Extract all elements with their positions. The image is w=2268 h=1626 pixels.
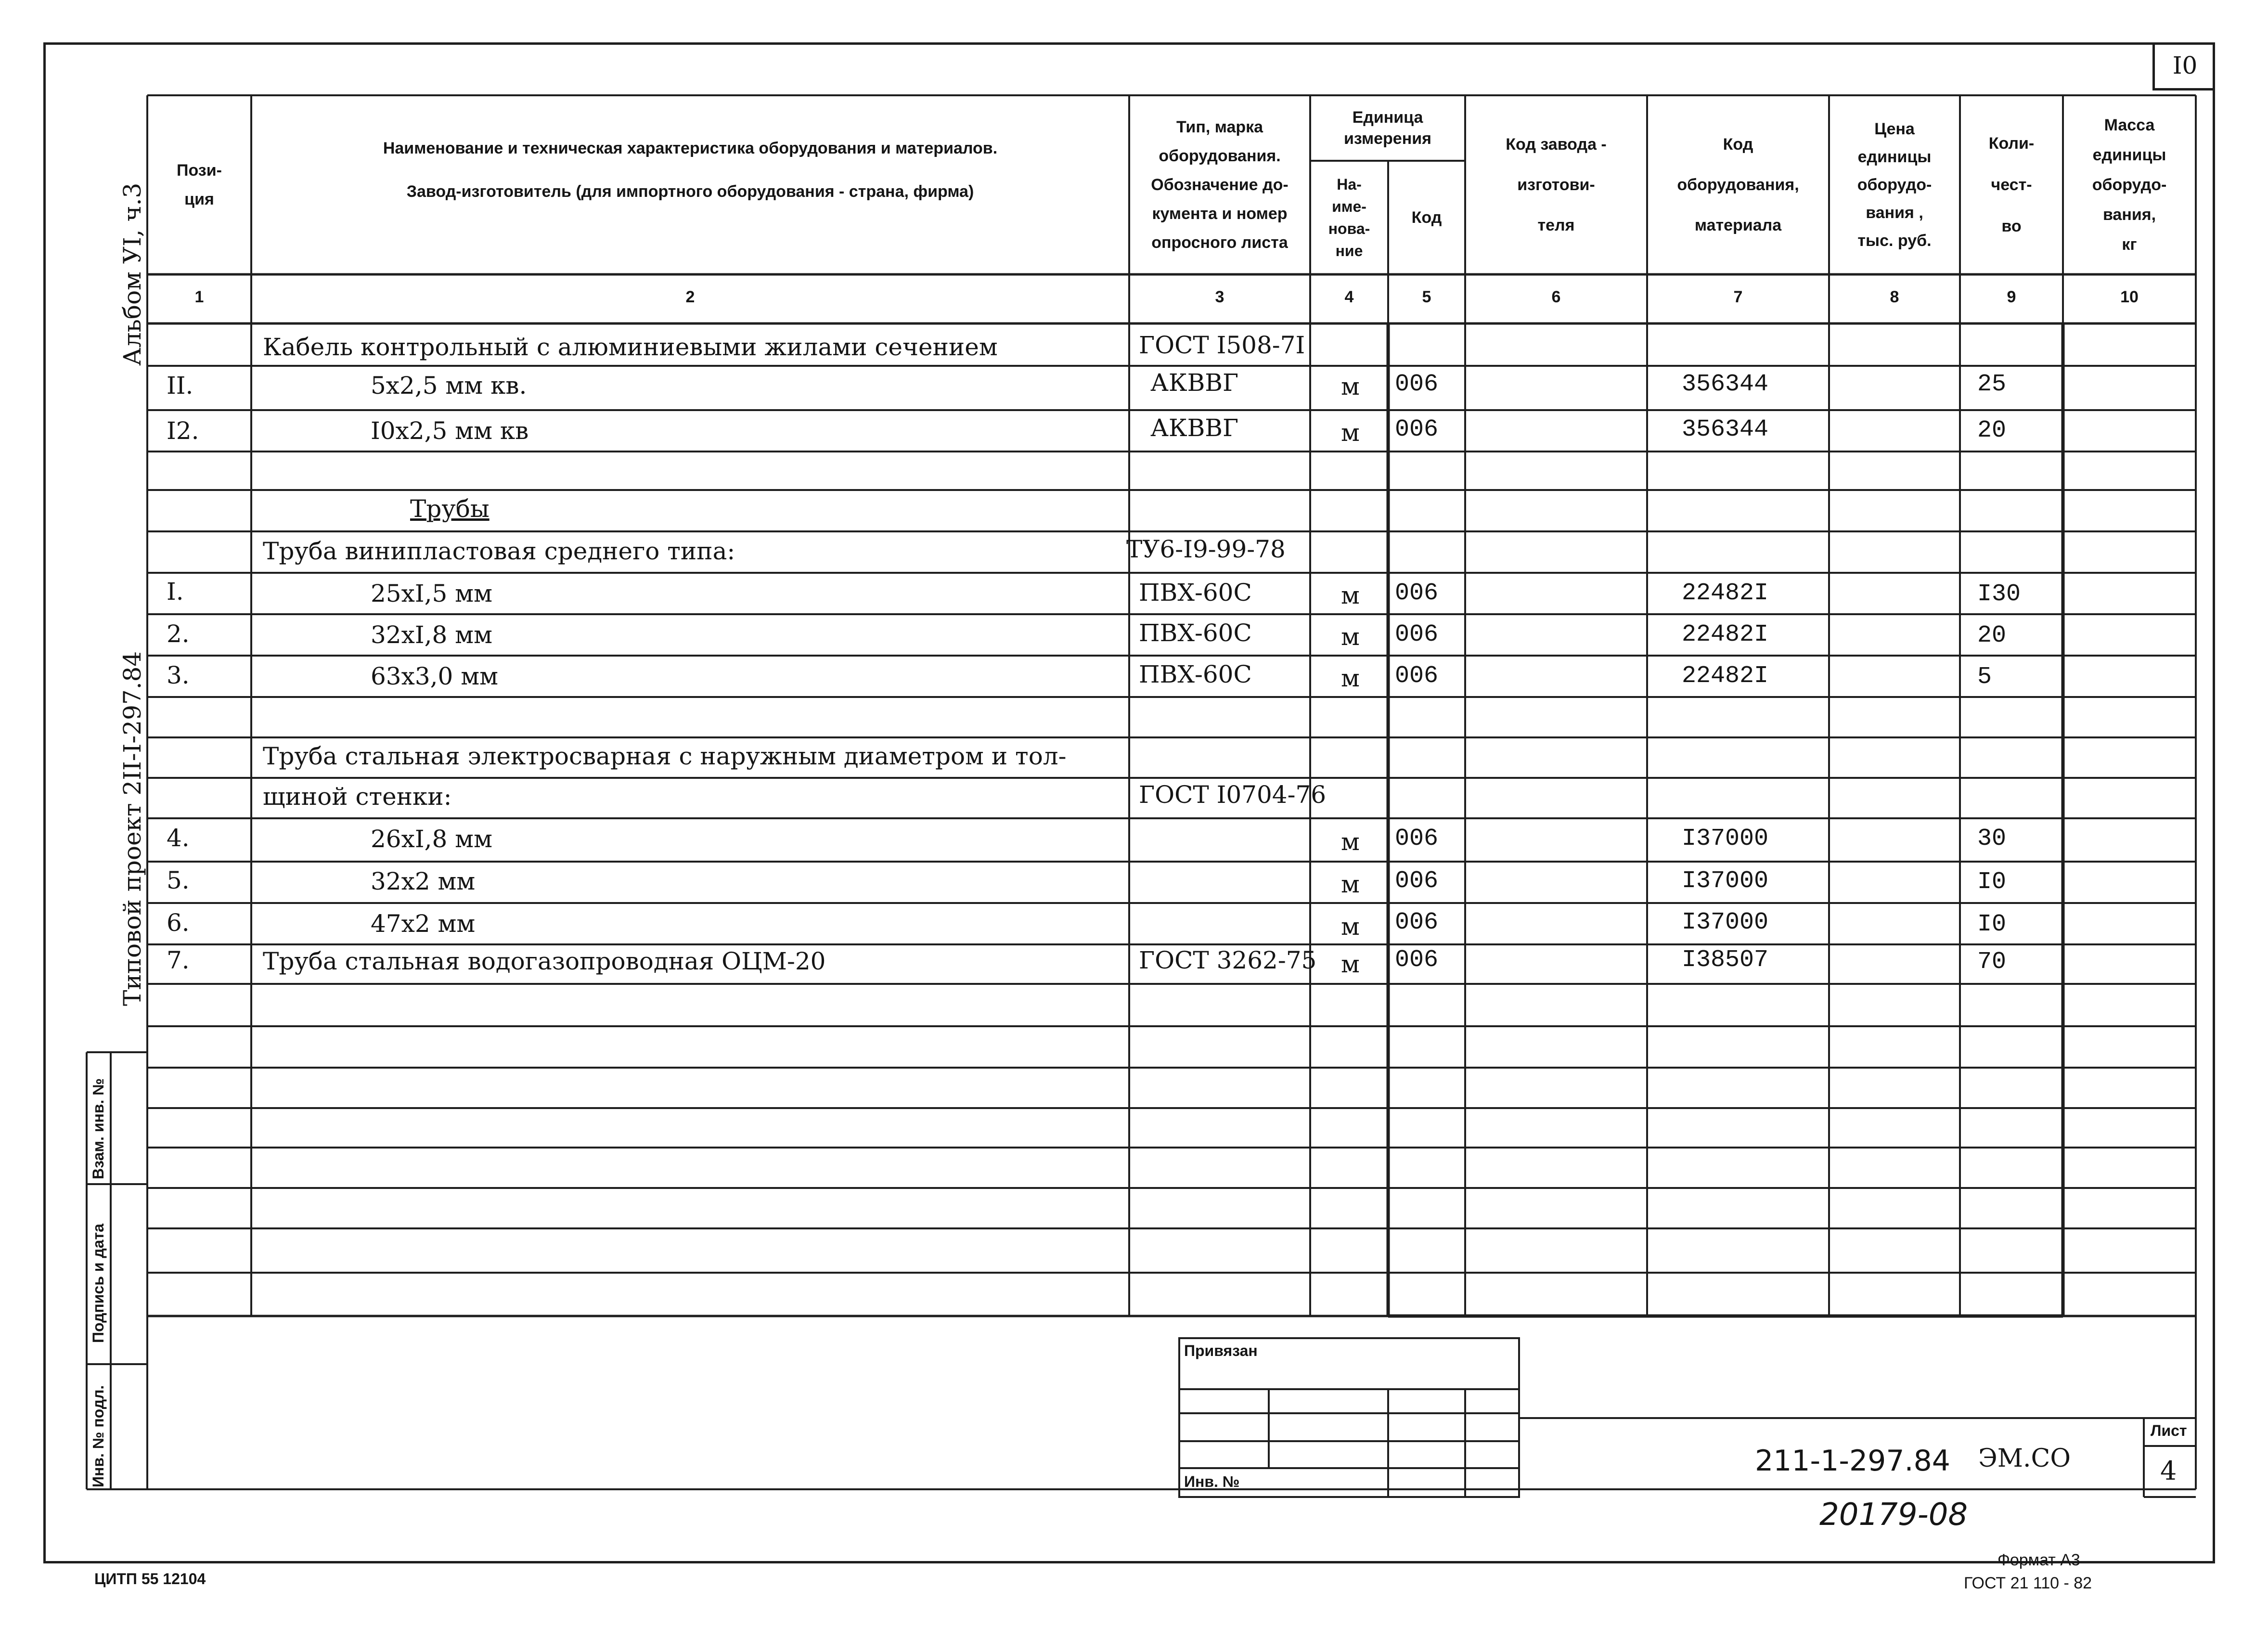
header-unit-group [1310, 95, 1465, 161]
footer-format: Формат А3 [1997, 1551, 2080, 1569]
row-unit: м [1341, 623, 1360, 651]
handwritten-number: 20179-08 [1819, 1497, 1968, 1533]
header-price-line: вания , [1866, 204, 1923, 222]
section-title: Трубы [410, 495, 490, 523]
doc-code: 211-1-297.84 [1755, 1444, 1950, 1478]
column-number: 9 [2007, 288, 2016, 306]
row-unit: м [1341, 419, 1360, 447]
header-position-line: ция [184, 190, 214, 208]
row-equipment-code: I38507 [1682, 946, 1769, 974]
header-type [1129, 95, 1310, 274]
header-unit-name-line: име- [1332, 198, 1366, 215]
header-name-line: Завод-изготовитель (для импортного оборудования - страна, фирма) [406, 182, 974, 201]
header-price-line: тыс. руб. [1857, 232, 1932, 250]
row-name: Кабель контрольный с алюминиевыми жилами сечением [263, 333, 998, 361]
stamp-signature-date: Подпись и дата [90, 1224, 107, 1343]
row-type: АКВВГ [1150, 414, 1239, 442]
row-equipment-code: 22482I [1682, 621, 1769, 648]
row-unit-code: 006 [1395, 580, 1439, 607]
row-type: ТУ6-I9-99-78 [1126, 535, 1286, 563]
row-quantity: 30 [1977, 825, 2007, 852]
header-equip-line: Код [1723, 135, 1753, 154]
header-unit-code-text: Код [1411, 208, 1442, 227]
row-position: 6. [167, 909, 190, 937]
row-type: ПВХ-60С [1139, 619, 1252, 647]
header-mass-line: Масса [2104, 116, 2155, 134]
header-type-line: Обозначение до- [1151, 176, 1289, 194]
stamp-inv-podl: Инв. № подл. [90, 1385, 107, 1487]
row-quantity: 20 [1977, 622, 2007, 649]
row-unit-code: 006 [1395, 416, 1439, 443]
header-price-line: оборудо- [1857, 176, 1932, 194]
row-type: ГОСТ 3262-75 [1139, 946, 1317, 974]
column-number: 5 [1422, 288, 1431, 306]
doc-mark: ЭМ.СО [1978, 1444, 2071, 1473]
header-mass-line: кг [2122, 235, 2137, 254]
list-number: 4 [2160, 1456, 2177, 1486]
header-quantity [1960, 95, 2063, 274]
row-unit: м [1341, 581, 1360, 609]
row-name: Труба винипластовая среднего типа: [263, 537, 735, 565]
column-number: 8 [1890, 288, 1899, 306]
column-number: 1 [194, 288, 204, 306]
row-unit-code: 006 [1395, 621, 1439, 648]
row-position: 2. [167, 620, 190, 648]
row-unit: м [1341, 950, 1360, 978]
header-mass-line: единицы [2092, 146, 2166, 164]
album-label: Альбом УI, ч.3 [118, 182, 146, 366]
row-position: 4. [167, 824, 190, 852]
column-number: 10 [2120, 288, 2139, 306]
row-position: I. [167, 578, 184, 606]
stamp-inv-no: Инв. № [1184, 1473, 1240, 1490]
row-name: 63x3,0 мм [371, 662, 499, 690]
header-type-line: опросного листа [1151, 233, 1288, 252]
header-maker-code [1465, 95, 1647, 274]
stamp-privyazan: Привязан [1184, 1342, 1258, 1359]
row-position: II. [167, 372, 193, 400]
header-qty-line: Коли- [1988, 134, 2035, 153]
row-unit-code: 006 [1395, 946, 1439, 974]
row-quantity: 70 [1977, 948, 2007, 976]
header-unit-name-line: На- [1337, 176, 1362, 193]
header-unit-name-line: ние [1335, 242, 1363, 259]
row-name: I0x2,5 мм кв [371, 417, 529, 445]
footer-left-code: ЦИТП 55 12104 [94, 1570, 206, 1587]
row-equipment-code: 356344 [1682, 416, 1769, 443]
row-unit-code: 006 [1395, 371, 1439, 398]
row-name: Труба стальная электросварная с наружным диаметром и тол- [263, 742, 1067, 770]
column-number: 7 [1733, 288, 1743, 306]
header-name-line: Наименование и техническая характеристика оборудования и материалов. [383, 139, 998, 157]
row-equipment-code: I37000 [1682, 867, 1769, 895]
row-unit-code: 006 [1395, 909, 1439, 936]
column-number: 3 [1215, 288, 1224, 306]
row-unit-code: 006 [1395, 867, 1439, 895]
header-price-line: единицы [1857, 148, 1932, 166]
row-unit: м [1341, 913, 1360, 941]
row-quantity: I30 [1977, 581, 2021, 608]
row-unit-code: 006 [1395, 662, 1439, 690]
header-unit-name-line: нова- [1328, 220, 1370, 237]
row-unit: м [1341, 828, 1360, 856]
row-quantity: I0 [1977, 868, 2007, 896]
row-equipment-code: 22482I [1682, 662, 1769, 690]
row-equipment-code: 356344 [1682, 371, 1769, 398]
header-price-line: Цена [1874, 120, 1915, 138]
row-equipment-code: 22482I [1682, 580, 1769, 607]
header-position-line: Пози- [177, 161, 222, 180]
row-unit: м [1341, 664, 1360, 692]
header-mass-line: оборудо- [2092, 176, 2167, 194]
row-type: ГОСТ I0704-76 [1139, 781, 1327, 809]
row-name: 25xI,5 мм [371, 580, 492, 607]
project-label: Типовой проект 2II-I-297.84 [118, 651, 146, 1006]
header-name [251, 95, 1129, 245]
row-equipment-code: I37000 [1682, 825, 1769, 852]
row-type: ПВХ-60С [1139, 579, 1252, 607]
row-name: 32xI,8 мм [371, 621, 492, 649]
list-label: Лист [2151, 1422, 2187, 1439]
row-quantity: 20 [1977, 417, 2007, 444]
header-maker-line: изготови- [1517, 176, 1595, 194]
stamp-vzam-inv: Взам. инв. № [90, 1078, 107, 1179]
header-unit-name [1310, 161, 1388, 274]
row-unit: м [1341, 870, 1360, 898]
header-equip-line: материала [1694, 216, 1782, 234]
header-maker-line: Код завода - [1506, 135, 1607, 154]
row-type: АКВВГ [1150, 369, 1239, 397]
header-qty-line: чест- [1991, 176, 2032, 194]
row-name: щиной стенки: [263, 783, 452, 811]
header-equipment-code [1647, 95, 1829, 274]
footer-gost: ГОСТ 21 110 - 82 [1964, 1574, 2092, 1592]
header-maker-line: теля [1537, 216, 1575, 234]
header-type-line: кумента и номер [1152, 205, 1288, 223]
row-position: 5. [167, 866, 190, 894]
header-equip-line: оборудования, [1677, 176, 1799, 194]
column-number: 6 [1551, 288, 1561, 306]
row-name: 47x2 мм [371, 910, 476, 938]
row-name: 32x2 мм [371, 867, 476, 895]
row-quantity: I0 [1977, 911, 2007, 938]
row-name: 26xI,8 мм [371, 825, 492, 853]
row-quantity: 25 [1977, 371, 2007, 398]
row-name: Труба стальная водогазопроводная ОЦМ-20 [263, 947, 826, 975]
header-price [1829, 95, 1960, 274]
header-position [147, 95, 251, 274]
header-unit-code [1388, 161, 1465, 274]
header-unit-line: измерения [1344, 129, 1431, 148]
row-unit: м [1341, 373, 1360, 400]
header-type-line: Тип, марка [1176, 118, 1263, 136]
row-quantity: 5 [1977, 663, 1992, 691]
row-name: 5x2,5 мм кв. [371, 372, 527, 400]
row-type: ПВХ-60С [1139, 660, 1252, 688]
column-number: 2 [685, 288, 695, 306]
column-number: 4 [1344, 288, 1354, 306]
header-mass [2063, 95, 2196, 274]
header-type-line: оборудования. [1159, 147, 1281, 165]
header-qty-line: во [2001, 217, 2022, 235]
row-position: 3. [167, 661, 190, 689]
row-type: ГОСТ I508-7I [1139, 331, 1305, 359]
row-position: 7. [167, 946, 190, 974]
row-position: I2. [167, 417, 199, 445]
header-mass-line: вания, [2102, 206, 2156, 224]
row-equipment-code: I37000 [1682, 909, 1769, 936]
header-unit-line: Единица [1352, 108, 1423, 127]
row-unit-code: 006 [1395, 825, 1439, 852]
sheet-number: I0 [2172, 51, 2198, 79]
